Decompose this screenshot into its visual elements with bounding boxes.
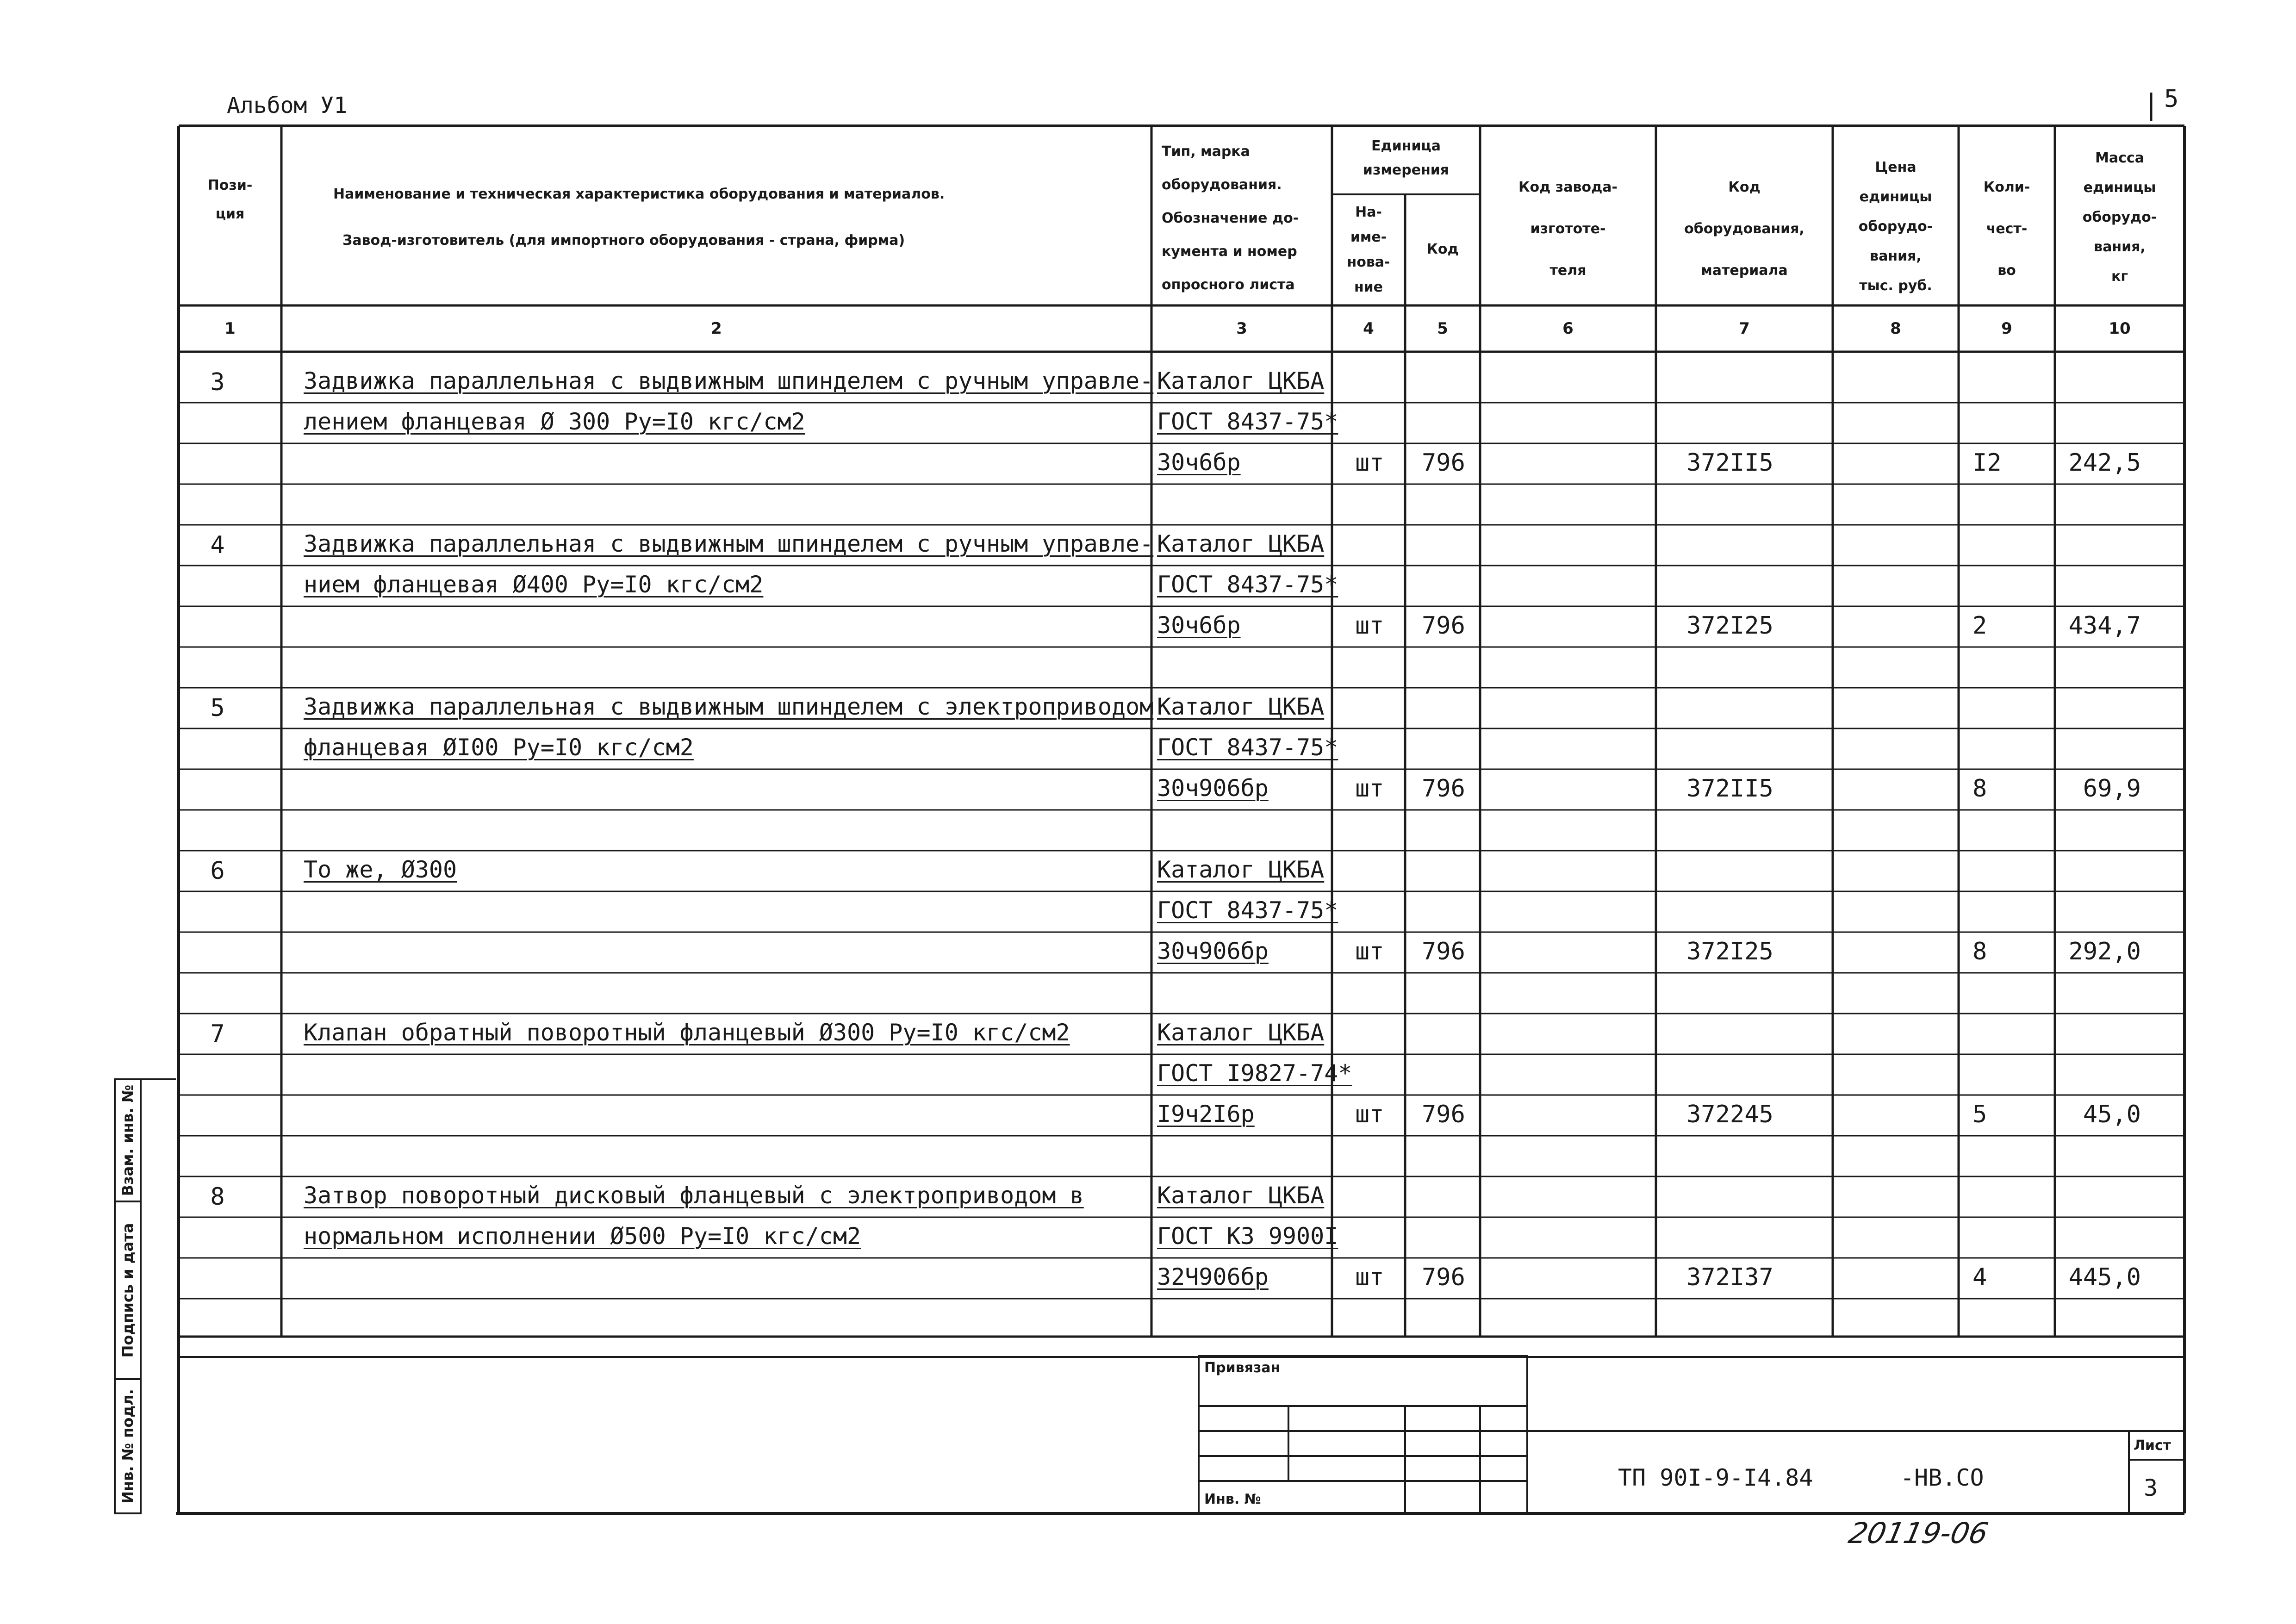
header-mass: Масса единицы оборудо- вания, кг [2082,150,2157,285]
item-type-line: 30ч6бр [1157,449,1241,476]
item-name-line: Задвижка параллельная с выдвижным шпинделем с электроприводом [304,693,1154,720]
item-quantity: I2 [1972,449,2002,477]
item-type-line: ГОСТ I9827-74* [1157,1060,1352,1087]
item-type-line: Каталог ЦКБА [1157,856,1325,883]
item-type-line: 30ч6бр [1157,612,1241,639]
item-unit: шт [1355,449,1384,477]
item-mass: 434,7 [2068,612,2141,640]
column-number: 6 [1562,319,1574,338]
header-quantity: Коли- чест- во [1983,179,2030,279]
item-name-line: фланцевая ØI00 Ру=I0 кгс/см2 [304,734,694,761]
item-name-line: То же, Ø300 [304,856,457,883]
item-unit-code: 796 [1422,1101,1465,1128]
column-number: 9 [2001,319,2012,338]
item-unit-code: 796 [1422,938,1465,965]
item-type-line: ГОСТ 8437-75* [1157,408,1338,435]
header-unit-name: На- име- нова- ние [1347,204,1390,295]
item-position: 8 [210,1183,225,1211]
item-unit: шт [1355,938,1384,965]
item-type-line: Каталог ЦКБА [1157,1182,1325,1209]
stamp-bound-label: Привязан [1204,1360,1281,1376]
document-suffix: -НВ.СО [1900,1464,1984,1491]
item-equipment-code: 372I37 [1686,1263,1773,1291]
handwritten-number: 20119-06 [1846,1516,1991,1550]
side-label-signature: Подпись и дата [119,1223,137,1358]
item-type-line: Каталог ЦКБА [1157,367,1325,394]
item-quantity: 8 [1972,775,1987,803]
item-name-line: лением фланцевая Ø 300 Ру=I0 кгс/см2 [304,408,805,435]
sheet-label: Лист [2134,1437,2172,1454]
column-number: 10 [2109,319,2131,338]
item-unit: шт [1355,775,1384,803]
item-type-line: Каталог ЦКБА [1157,693,1325,720]
item-type-line: ГОСТ КЗ 9900I [1157,1223,1338,1250]
header-equipment-code: Код оборудования, материала [1684,179,1804,279]
item-equipment-code: 372II5 [1686,775,1773,803]
column-number: 5 [1437,319,1448,338]
column-number: 7 [1739,319,1750,338]
item-mass: 445,0 [2068,1263,2141,1291]
item-type-line: Каталог ЦКБА [1157,530,1325,557]
header-unit-group: Единица измерения [1363,138,1450,178]
column-number: 8 [1890,319,1901,338]
item-type-line: ГОСТ 8437-75* [1157,897,1338,924]
item-position: 3 [210,368,225,396]
item-type-line: 30ч906бр [1157,775,1269,802]
item-type-line: Каталог ЦКБА [1157,1019,1325,1046]
item-type-line: 30ч906бр [1157,938,1269,964]
item-position: 6 [210,857,225,885]
sheet-number: 3 [2144,1475,2158,1501]
side-label-replace-inv: Взам. инв. № [119,1084,137,1196]
item-name-line: нием фланцевая Ø400 Ру=I0 кгс/см2 [304,571,764,598]
column-number: 2 [711,319,722,338]
item-name-line: Задвижка параллельная с выдвижным шпинделем с ручным управле- [304,367,1154,394]
item-type-line: 32Ч906бр [1157,1263,1269,1290]
item-unit: шт [1355,612,1384,640]
item-name-line: Клапан обратный поворотный фланцевый Ø300 Ру=I0 кгс/см2 [304,1019,1070,1046]
item-type-line: ГОСТ 8437-75* [1157,571,1338,598]
item-quantity: 5 [1972,1101,1987,1128]
album-label: Альбом У1 [227,93,348,118]
page-number: 5 [2164,85,2179,113]
item-unit-code: 796 [1422,449,1465,477]
item-unit-code: 796 [1422,775,1465,803]
header-name: Наименование и техническая характеристика оборудования и материалов. Завод-изготовитель (для импортного оборудования - страна, фирма) [333,186,945,249]
item-unit: шт [1355,1263,1384,1291]
item-equipment-code: 372245 [1686,1101,1773,1128]
column-number: 4 [1363,319,1374,338]
side-label-inv-orig: Инв. № подл. [119,1389,137,1504]
header-unit-code: Код [1426,241,1459,257]
item-type-line: I9ч2I6р [1157,1101,1255,1127]
item-mass: 292,0 [2068,938,2141,965]
item-type-line: ГОСТ 8437-75* [1157,734,1338,761]
item-name-line: нормальном исполнении Ø500 Ру=I0 кгс/см2 [304,1223,861,1250]
stamp-inv-label: Инв. № [1204,1491,1261,1507]
item-position: 7 [210,1020,225,1048]
item-equipment-code: 372II5 [1686,449,1773,477]
item-position: 4 [210,531,225,559]
column-number: 3 [1236,319,1247,338]
header-type: Тип, марка оборудования. Обозначение до- кумента и номер опросного листа [1162,143,1299,293]
item-unit: шт [1355,1101,1384,1128]
item-position: 5 [210,694,225,722]
item-equipment-code: 372I25 [1686,612,1773,640]
item-quantity: 8 [1972,938,1987,965]
item-name-line: Задвижка параллельная с выдвижным шпинделем с ручным управле- [304,530,1154,557]
item-unit-code: 796 [1422,1263,1465,1291]
document-code: ТП 90I-9-I4.84 [1618,1464,1813,1491]
item-mass: 45,0 [2083,1101,2141,1128]
item-equipment-code: 372I25 [1686,938,1773,965]
header-price: Цена единицы оборудо- вания, тыс. руб. [1858,159,1933,294]
header-maker-code: Код заводa- изгототе- теля [1518,179,1618,279]
item-mass: 242,5 [2068,449,2141,477]
column-number: 1 [224,319,236,338]
item-quantity: 4 [1972,1263,1987,1291]
item-mass: 69,9 [2083,775,2141,803]
item-name-line: Затвор поворотный дисковый фланцевый с электроприводом в [304,1182,1084,1209]
header-position: Пози- ция [207,177,253,222]
item-unit-code: 796 [1422,612,1465,640]
item-quantity: 2 [1972,612,1987,640]
